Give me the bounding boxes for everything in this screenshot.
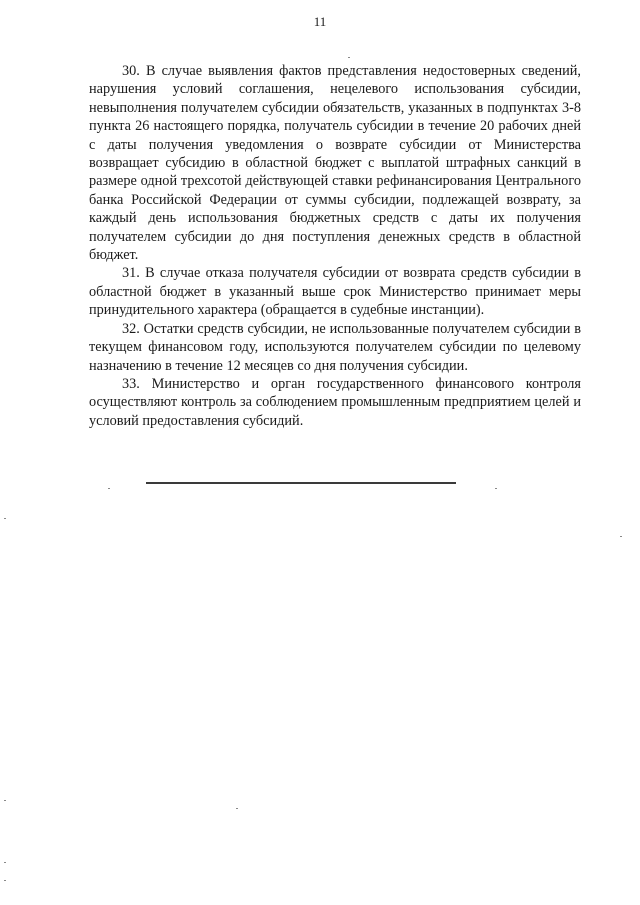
scan-speck xyxy=(4,862,6,863)
scan-speck xyxy=(495,488,497,489)
document-body xyxy=(89,62,581,430)
scan-speck xyxy=(108,488,110,489)
paragraph-33: 33. Министерство и орган государственного финансового контроля осуществляют контроль за соблюдением промышленным предприятием целей и условий предоставления субсидий. xyxy=(89,375,581,429)
scan-speck xyxy=(4,880,6,881)
paragraph-31: 31. В случае отказа получателя субсидии от возврата средств субсидии в областной бюджет в указанный выше срок Министерство принимает меры принудительного характера (обращается в судебные инстанции). xyxy=(89,265,581,319)
scan-speck xyxy=(4,800,6,801)
scan-speck xyxy=(348,57,350,58)
paragraph-32: 32. Остатки средств субсидии, не использованные получателем субсидии в текущем финансовом году, используются получателем субсидии по целевому назначению в течение 12 месяцев со дня получения субсидии. xyxy=(89,320,581,374)
page-number: 11 xyxy=(313,14,327,29)
paragraph-30: 30. В случае выявления фактов представления недостоверных сведений, нарушения условий соглашения, нецелевого использования субсидии, невыполнения получателем субсидии обязательств, указанных в подпунктах 3-8 пункта 26 настоящего порядка, получатель субсидии в течение 20 рабочих дней с даты получения уведомления о возврате субсидии от Министерства возвращает субсидию в областной бюджет с выплатой штрафных санкций в размере одной трехсотой действующей ставки рефинансирования Центрального банка Российской Федерации от суммы субсидии, подлежащей возврату, за каждый день использования бюджетных средств с даты их получения получателем субсидии до дня поступления денежных средств в областной бюджет. xyxy=(89,63,581,264)
end-of-text-divider xyxy=(146,482,456,484)
scan-speck xyxy=(620,536,622,537)
scan-speck xyxy=(4,518,6,519)
scan-speck xyxy=(236,808,238,809)
